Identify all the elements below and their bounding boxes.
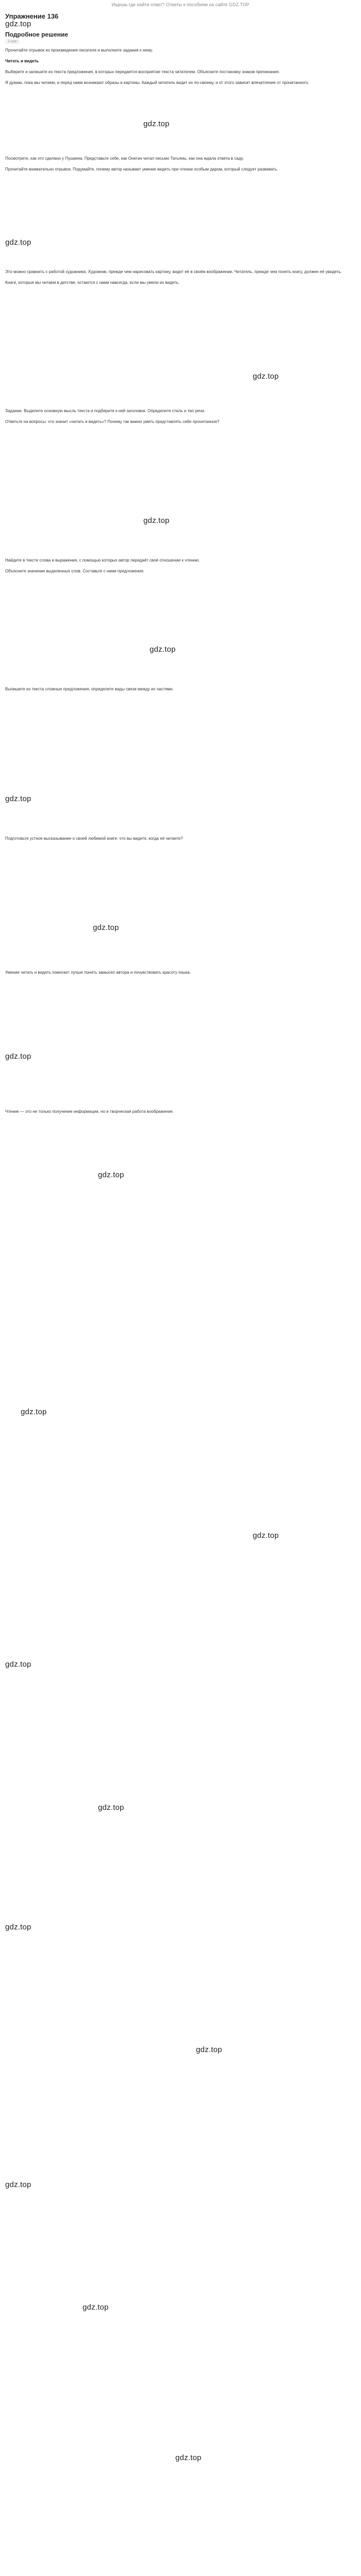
paragraph: Умение читать и видеть помогает лучше понять замысел автора и почувствовать красоту языка.: [5, 970, 191, 975]
watermark: gdz.top: [143, 516, 170, 525]
watermark: gdz.top: [5, 1052, 31, 1061]
exercise-text: [5, 1108, 346, 1118]
section-title: Читать и видеть: [5, 59, 39, 63]
watermark: gdz.top: [93, 923, 119, 932]
watermark: gdz.top: [21, 1408, 47, 1416]
exercise-text: [5, 268, 346, 290]
exercise-text: [5, 556, 346, 578]
watermark: gdz.top: [83, 2303, 109, 2312]
watermark: gdz.top: [98, 1803, 124, 1812]
paragraph: Задание. Выделите основную мысль текста и подберите к ней заголовок. Определите стиль и тип речи.: [5, 409, 205, 413]
watermark: gdz.top: [5, 794, 31, 803]
paragraph: Это можно сравнить с работой художника. Художник, прежде чем нарисовать картину, видит её в своём воображении. Читатель, прежде чем понять книгу, должен её увидеть.: [5, 269, 342, 274]
exercise-text: [5, 685, 346, 696]
exercise-title: Упражнение 136: [5, 12, 59, 20]
paragraph: Чтение — это не только получение информации, но и творческая работа воображения.: [5, 1109, 174, 1114]
paragraph: Прочитайте внимательно отрывок. Подумайте, почему автор называет умение видеть при чтении особым даром, который следует развивать.: [5, 167, 278, 172]
watermark: gdz.top: [253, 1531, 279, 1540]
watermark: gdz.top: [150, 645, 176, 654]
paragraph: Найдите в тексте слова и выражения, с помощью которых автор передаёт своё отношение к чтению.: [5, 558, 200, 563]
watermark: gdz.top: [175, 2453, 202, 2462]
watermark: gdz.top: [196, 2045, 222, 2054]
paragraph: Я думаю, пока мы читаем, и перед нами возникают образы и картины. Каждый читатель видит их по-своему, и от этого зависит впечатление от прочитанного.: [5, 80, 309, 85]
paragraph: Объясните значение выделенных слов. Составьте с ними предложения.: [5, 569, 144, 573]
paragraph: Посмотрите, как это сделано у Пушкина. Представьте себе, как Онегин читал письмо Татьяны, как она ждала ответа в саду.: [5, 156, 244, 161]
exercise-text: [5, 46, 346, 90]
step-badge: 1 шаг: [5, 39, 20, 44]
paragraph: Книги, которые мы читаем в детстве, остаются с нами навсегда, если мы умели их видеть.: [5, 280, 179, 285]
exercise-text: [5, 155, 346, 176]
top-link[interactable]: Ищешь где найти ответ? Ответы к пособиям на сайте GDZ.TOP: [111, 2, 250, 7]
watermark: gdz.top: [143, 120, 170, 128]
watermark: gdz.top: [253, 372, 279, 381]
exercise-text: [5, 407, 346, 429]
intro: Прочитайте отрывок из произведения писателя и выполните задания к нему.: [5, 48, 153, 53]
site-logo[interactable]: gdz.top: [5, 20, 31, 28]
watermark: gdz.top: [98, 1171, 124, 1179]
paragraph: Ответьте на вопросы: что значит «читать и видеть»? Почему так важно уметь представлять себе прочитанное?: [5, 419, 220, 424]
watermark: gdz.top: [5, 1923, 31, 1931]
exercise-text: [5, 835, 346, 845]
paragraph: Подготовьте устное высказывание о своей любимой книге: что вы видите, когда её читаете?: [5, 836, 183, 841]
paragraph: Выберите и запишите из текста предложения, в которых передается восприятие текста читателем. Объясните постановку знаков препинания.: [5, 70, 280, 74]
paragraph: Выпишите из текста сложные предложения, определите виды связи между их частями.: [5, 687, 174, 691]
watermark: gdz.top: [5, 238, 31, 247]
watermark: gdz.top: [5, 1660, 31, 1669]
solution-title: Подробное решение: [5, 31, 69, 38]
watermark: gdz.top: [5, 2180, 31, 2189]
exercise-text: [5, 969, 346, 979]
